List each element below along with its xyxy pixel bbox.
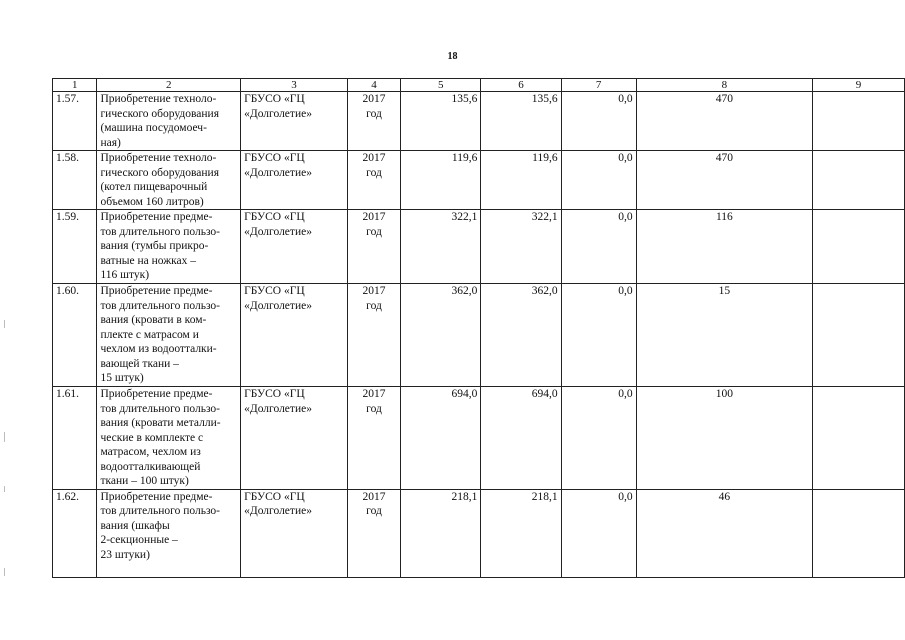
table-row — [53, 284, 905, 387]
item-name-cell — [97, 284, 241, 387]
organization-cell-line: ГБУСО «ГЦ — [244, 388, 305, 400]
item-name-cell-line: матрасом, чехлом из — [100, 446, 201, 458]
organization-cell — [241, 387, 348, 490]
budget-table — [52, 78, 905, 578]
row-number-cell: 1.62. — [53, 489, 97, 577]
value-col5-cell: 694,0 — [401, 387, 481, 490]
item-name-cell — [97, 92, 241, 151]
header-row — [53, 79, 905, 92]
table-row — [53, 210, 905, 284]
item-name-cell-line: ческие в комплекте с — [100, 431, 204, 444]
row-number-cell: 1.60. — [53, 284, 97, 387]
value-col5-cell: 218,1 — [401, 489, 481, 577]
year-cell-line: год — [366, 107, 382, 120]
item-name-cell-line: ватные на ножках – — [100, 254, 197, 267]
item-name-cell-line: вания (тумбы прикро- — [100, 240, 209, 252]
item-name-cell-line: водоотталкивающей — [100, 460, 201, 473]
item-name-cell — [97, 210, 241, 284]
organization-cell-line: «Долголетие» — [244, 402, 312, 415]
item-name-cell-line: Приобретение предме- — [100, 285, 213, 297]
value-col7-cell: 0,0 — [561, 489, 636, 577]
year-cell — [347, 92, 400, 151]
year-cell-line: год — [366, 299, 382, 312]
column-header: 7 — [561, 79, 636, 92]
value-col5-cell: 119,6 — [401, 151, 481, 210]
item-name-cell-line: Приобретение техноло- — [100, 93, 217, 105]
organization-cell-line: ГБУСО «ГЦ — [244, 211, 305, 223]
year-cell-line: год — [366, 225, 382, 238]
table-row — [53, 489, 905, 577]
row-number-cell: 1.58. — [53, 151, 97, 210]
column-header: 6 — [481, 79, 561, 92]
organization-cell — [241, 210, 348, 284]
scan-artifact — [4, 320, 5, 328]
item-name-cell-line: объемом 160 литров) — [100, 195, 204, 208]
value-col6-cell: 322,1 — [481, 210, 561, 284]
value-col9-cell — [813, 92, 905, 151]
organization-cell-line: ГБУСО «ГЦ — [244, 490, 305, 503]
item-name-cell-line: Приобретение предме- — [100, 490, 213, 503]
item-name-cell-line: Приобретение предме- — [100, 211, 213, 223]
value-col5-cell: 362,0 — [401, 284, 481, 387]
organization-cell-line: «Долголетие» — [244, 299, 312, 312]
year-cell-line: год — [366, 505, 382, 517]
item-name-cell — [97, 387, 241, 490]
column-header: 3 — [241, 79, 348, 92]
year-cell-line: 2017 — [362, 388, 386, 400]
item-name-cell-line: вания (шкафы — [100, 519, 170, 532]
value-col8-cell: 100 — [636, 387, 812, 490]
year-cell — [347, 489, 400, 577]
item-name-cell-line: ткани – 100 штук) — [100, 475, 189, 487]
year-cell-line: 2017 — [362, 285, 386, 297]
value-col8-cell: 470 — [636, 92, 812, 151]
year-cell-line: 2017 — [362, 490, 386, 503]
organization-cell — [241, 151, 348, 210]
page-number: 18 — [447, 51, 458, 62]
year-cell-line: год — [366, 166, 382, 179]
value-col6-cell: 694,0 — [481, 387, 561, 490]
item-name-cell-line: тов длительного пользо- — [100, 225, 221, 238]
item-name-cell-line: Приобретение предме- — [100, 388, 213, 400]
year-cell-line: год — [366, 402, 382, 415]
item-name-cell-line: плекте с матрасом и — [100, 328, 199, 341]
organization-cell — [241, 92, 348, 151]
year-cell-line: 2017 — [362, 211, 386, 223]
organization-cell-line: «Долголетие» — [244, 505, 312, 517]
item-name-cell-line: 2-секционные – — [100, 534, 178, 546]
item-name-cell-line: гического оборудования — [100, 166, 219, 179]
value-col8-cell: 15 — [636, 284, 812, 387]
year-cell-line: 2017 — [362, 93, 386, 105]
table-row — [53, 387, 905, 490]
scan-artifact — [4, 486, 5, 492]
column-header: 9 — [813, 79, 905, 92]
organization-cell-line: ГБУСО «ГЦ — [244, 93, 305, 105]
value-col6-cell: 135,6 — [481, 92, 561, 151]
item-name-cell-line: ная) — [100, 136, 121, 149]
item-name-cell-line: 15 штук) — [100, 372, 144, 384]
item-name-cell-line: тов длительного пользо- — [100, 402, 221, 415]
item-name-cell — [97, 151, 241, 210]
row-number-cell: 1.57. — [53, 92, 97, 151]
row-number-cell: 1.61. — [53, 387, 97, 490]
table-row — [53, 151, 905, 210]
year-cell — [347, 387, 400, 490]
value-col9-cell — [813, 489, 905, 577]
value-col9-cell — [813, 151, 905, 210]
scan-artifact — [4, 568, 5, 576]
scan-artifact — [4, 432, 5, 442]
column-header: 4 — [347, 79, 400, 92]
value-col5-cell: 322,1 — [401, 210, 481, 284]
column-header: 1 — [53, 79, 97, 92]
value-col7-cell: 0,0 — [561, 210, 636, 284]
value-col8-cell: 46 — [636, 489, 812, 577]
value-col9-cell — [813, 210, 905, 284]
item-name-cell — [97, 489, 241, 577]
organization-cell-line: «Долголетие» — [244, 107, 312, 120]
year-cell-line: 2017 — [362, 152, 386, 164]
value-col9-cell — [813, 387, 905, 490]
value-col7-cell: 0,0 — [561, 387, 636, 490]
value-col7-cell: 0,0 — [561, 151, 636, 210]
column-header: 5 — [401, 79, 481, 92]
item-name-cell-line: тов длительного пользо- — [100, 299, 221, 312]
value-col8-cell: 116 — [636, 210, 812, 284]
year-cell — [347, 151, 400, 210]
organization-cell-line: «Долголетие» — [244, 166, 312, 179]
organization-cell — [241, 489, 348, 577]
value-col6-cell: 119,6 — [481, 151, 561, 210]
item-name-cell-line: вающей ткани – — [100, 357, 179, 370]
organization-cell-line: «Долголетие» — [244, 225, 312, 238]
organization-cell — [241, 284, 348, 387]
item-name-cell-line: Приобретение техноло- — [100, 152, 217, 164]
value-col9-cell — [813, 284, 905, 387]
item-name-cell-line: (машина посудомоеч- — [100, 122, 207, 134]
value-col8-cell: 470 — [636, 151, 812, 210]
organization-cell-line: ГБУСО «ГЦ — [244, 152, 305, 164]
value-col7-cell: 0,0 — [561, 284, 636, 387]
value-col5-cell: 135,6 — [401, 92, 481, 151]
year-cell — [347, 210, 400, 284]
item-name-cell-line: 23 штуки) — [100, 548, 150, 561]
table-row — [53, 92, 905, 151]
organization-cell-line: ГБУСО «ГЦ — [244, 285, 305, 297]
item-name-cell-line: гического оборудования — [100, 107, 219, 120]
value-col7-cell: 0,0 — [561, 92, 636, 151]
item-name-cell-line: чехлом из водоотталки- — [100, 343, 217, 355]
column-header: 8 — [636, 79, 812, 92]
item-name-cell-line: тов длительного пользо- — [100, 505, 221, 517]
item-name-cell-line: 116 штук) — [100, 269, 150, 281]
item-name-cell-line: вания (кровати в ком- — [100, 314, 207, 326]
value-col6-cell: 218,1 — [481, 489, 561, 577]
item-name-cell-line: вания (кровати металли- — [100, 417, 221, 429]
column-header: 2 — [97, 79, 241, 92]
row-number-cell: 1.59. — [53, 210, 97, 284]
item-name-cell-line: (котел пищеварочный — [100, 181, 208, 193]
year-cell — [347, 284, 400, 387]
value-col6-cell: 362,0 — [481, 284, 561, 387]
